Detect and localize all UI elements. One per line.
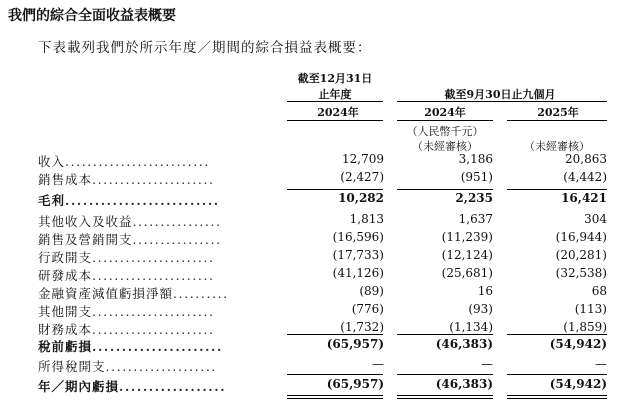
row-value-col2: (12,124) bbox=[441, 248, 493, 262]
row-value-col2: (46,383) bbox=[435, 337, 493, 351]
row-value-col2: (951) bbox=[460, 170, 493, 184]
row-label-text: 其他收入及收益 bbox=[38, 214, 133, 229]
row-label-text: 行政開支 bbox=[38, 250, 93, 265]
row-value-col3: 16,421 bbox=[561, 191, 607, 205]
rule-before-net-loss-c2 bbox=[397, 374, 493, 375]
row-value-col1: (89) bbox=[359, 284, 384, 298]
row-label-text: 收入 bbox=[38, 154, 66, 169]
row-label-text: 銷售成本 bbox=[38, 172, 93, 187]
row-label-text: 所得稅開支 bbox=[38, 359, 106, 374]
row-label-text: 研發成本 bbox=[38, 268, 93, 283]
header-rule-group2 bbox=[397, 101, 607, 102]
row-value-col2: — bbox=[481, 357, 493, 371]
row-value-col1: 10,282 bbox=[338, 191, 384, 205]
double-rule-c1-b bbox=[287, 398, 383, 399]
row-label bbox=[38, 337, 223, 355]
rule-before-gross-profit-c1 bbox=[287, 189, 383, 190]
row-value-col3: 68 bbox=[591, 284, 607, 298]
row-value-col1: (41,126) bbox=[332, 266, 384, 280]
row-value-col2: 2,235 bbox=[455, 191, 493, 205]
row-value-col3: (54,942) bbox=[549, 337, 607, 351]
double-rule-c2-b bbox=[397, 398, 493, 399]
row-label bbox=[38, 191, 220, 209]
row-label bbox=[38, 212, 222, 230]
row-value-col3: (16,944) bbox=[555, 230, 607, 244]
header-col2-year: 2024年 bbox=[424, 106, 466, 119]
section-title: 我們的綜合全面收益表概要 bbox=[8, 8, 176, 24]
row-label-text: 財務成本 bbox=[38, 322, 93, 337]
row-leader-dots: ...................... bbox=[92, 304, 215, 319]
row-label-text: 銷售及營銷開支 bbox=[38, 232, 133, 247]
row-value-col3: (32,538) bbox=[555, 266, 607, 280]
row-label bbox=[38, 320, 215, 338]
row-label bbox=[38, 248, 215, 266]
row-value-col2: (25,681) bbox=[441, 266, 493, 280]
row-leader-dots: .................... bbox=[105, 359, 217, 374]
row-value-col3: (4,442) bbox=[563, 170, 607, 184]
row-leader-dots: .................. bbox=[119, 379, 227, 394]
header-rule-col3 bbox=[507, 120, 607, 121]
rule-before-loss-before-tax-c3 bbox=[507, 334, 607, 335]
rule-before-gross-profit-c3 bbox=[507, 189, 607, 190]
row-value-col3: 20,863 bbox=[565, 152, 607, 166]
rule-before-net-loss-c1 bbox=[287, 374, 383, 375]
row-value-col3: (20,281) bbox=[555, 248, 607, 262]
row-label-text: 稅前虧損 bbox=[38, 339, 93, 354]
header-col1-year: 2024年 bbox=[317, 106, 359, 119]
row-value-col3: (1,859) bbox=[563, 320, 607, 334]
row-label bbox=[38, 284, 229, 302]
row-value-col1: 1,813 bbox=[349, 212, 384, 226]
double-rule-c2-a bbox=[397, 395, 493, 396]
row-leader-dots: ...................... bbox=[92, 250, 215, 265]
row-value-col2: (1,134) bbox=[449, 320, 493, 334]
rule-before-loss-before-tax-c1 bbox=[287, 334, 383, 335]
row-leader-dots: .......... bbox=[173, 286, 229, 301]
row-label bbox=[38, 170, 215, 188]
row-leader-dots: ...................... bbox=[92, 172, 215, 187]
row-value-col1: (17,733) bbox=[332, 248, 384, 262]
row-label-text: 其他開支 bbox=[38, 304, 93, 319]
row-label bbox=[38, 230, 222, 248]
row-label bbox=[38, 377, 226, 395]
double-rule-c3-a bbox=[507, 395, 607, 396]
row-leader-dots: ................ bbox=[132, 214, 222, 229]
row-leader-dots: ...................... bbox=[92, 339, 223, 354]
header-year-ended-line2: 止年度 bbox=[318, 88, 352, 101]
row-value-col2: 3,186 bbox=[458, 152, 493, 166]
row-label-text: 年／期內虧損 bbox=[38, 379, 120, 394]
header-rule-col2 bbox=[397, 120, 493, 121]
header-col2-note: （未經審核） bbox=[412, 140, 478, 153]
row-value-col2: (11,239) bbox=[441, 230, 493, 244]
header-rule-col1 bbox=[287, 120, 383, 121]
row-value-col3: (113) bbox=[574, 302, 607, 316]
row-value-col2: 1,637 bbox=[458, 212, 493, 226]
header-unit: （人民幣千元） bbox=[406, 125, 484, 138]
row-leader-dots: ................ bbox=[132, 232, 222, 247]
row-value-col1: — bbox=[372, 357, 384, 371]
row-label bbox=[38, 266, 215, 284]
rule-before-net-loss-c3 bbox=[507, 374, 607, 375]
row-value-col1: (65,957) bbox=[326, 337, 384, 351]
row-label bbox=[38, 152, 210, 170]
row-value-col1: (16,596) bbox=[332, 230, 384, 244]
row-value-col3: 304 bbox=[584, 212, 607, 226]
row-label-text: 金融資產減值虧損淨額 bbox=[38, 286, 174, 301]
row-value-col2: (46,383) bbox=[435, 377, 493, 391]
row-value-col1: (65,957) bbox=[326, 377, 384, 391]
row-leader-dots: .......................... bbox=[65, 154, 210, 169]
row-leader-dots: ...................... bbox=[92, 322, 215, 337]
row-value-col2: 16 bbox=[477, 284, 493, 298]
double-rule-c1-a bbox=[287, 395, 383, 396]
row-value-col3: (54,942) bbox=[549, 377, 607, 391]
row-label bbox=[38, 302, 215, 320]
row-value-col2: (93) bbox=[468, 302, 493, 316]
row-label-text: 毛利 bbox=[38, 193, 66, 208]
header-rule-group1 bbox=[287, 101, 383, 102]
row-value-col1: (2,427) bbox=[340, 170, 384, 184]
row-value-col1: 12,709 bbox=[342, 152, 384, 166]
row-leader-dots: ...................... bbox=[92, 268, 215, 283]
header-year-ended-line1: 截至12月31日 bbox=[297, 72, 373, 85]
header-col3-note: （未經審核） bbox=[524, 140, 590, 153]
row-leader-dots: .......................... bbox=[65, 193, 220, 208]
header-nine-months: 截至9月30日止九個月 bbox=[444, 88, 556, 101]
rule-before-loss-before-tax-c2 bbox=[397, 334, 493, 335]
row-value-col1: (1,732) bbox=[340, 320, 384, 334]
intro-text: 下表載列我們於所示年度／期間的綜合損益表概要： bbox=[38, 40, 372, 56]
rule-before-gross-profit-c2 bbox=[397, 189, 493, 190]
header-col3-year: 2025年 bbox=[537, 106, 579, 119]
double-rule-c3-b bbox=[507, 398, 607, 399]
row-value-col1: (776) bbox=[351, 302, 384, 316]
row-value-col3: — bbox=[595, 357, 607, 371]
row-label bbox=[38, 357, 217, 375]
